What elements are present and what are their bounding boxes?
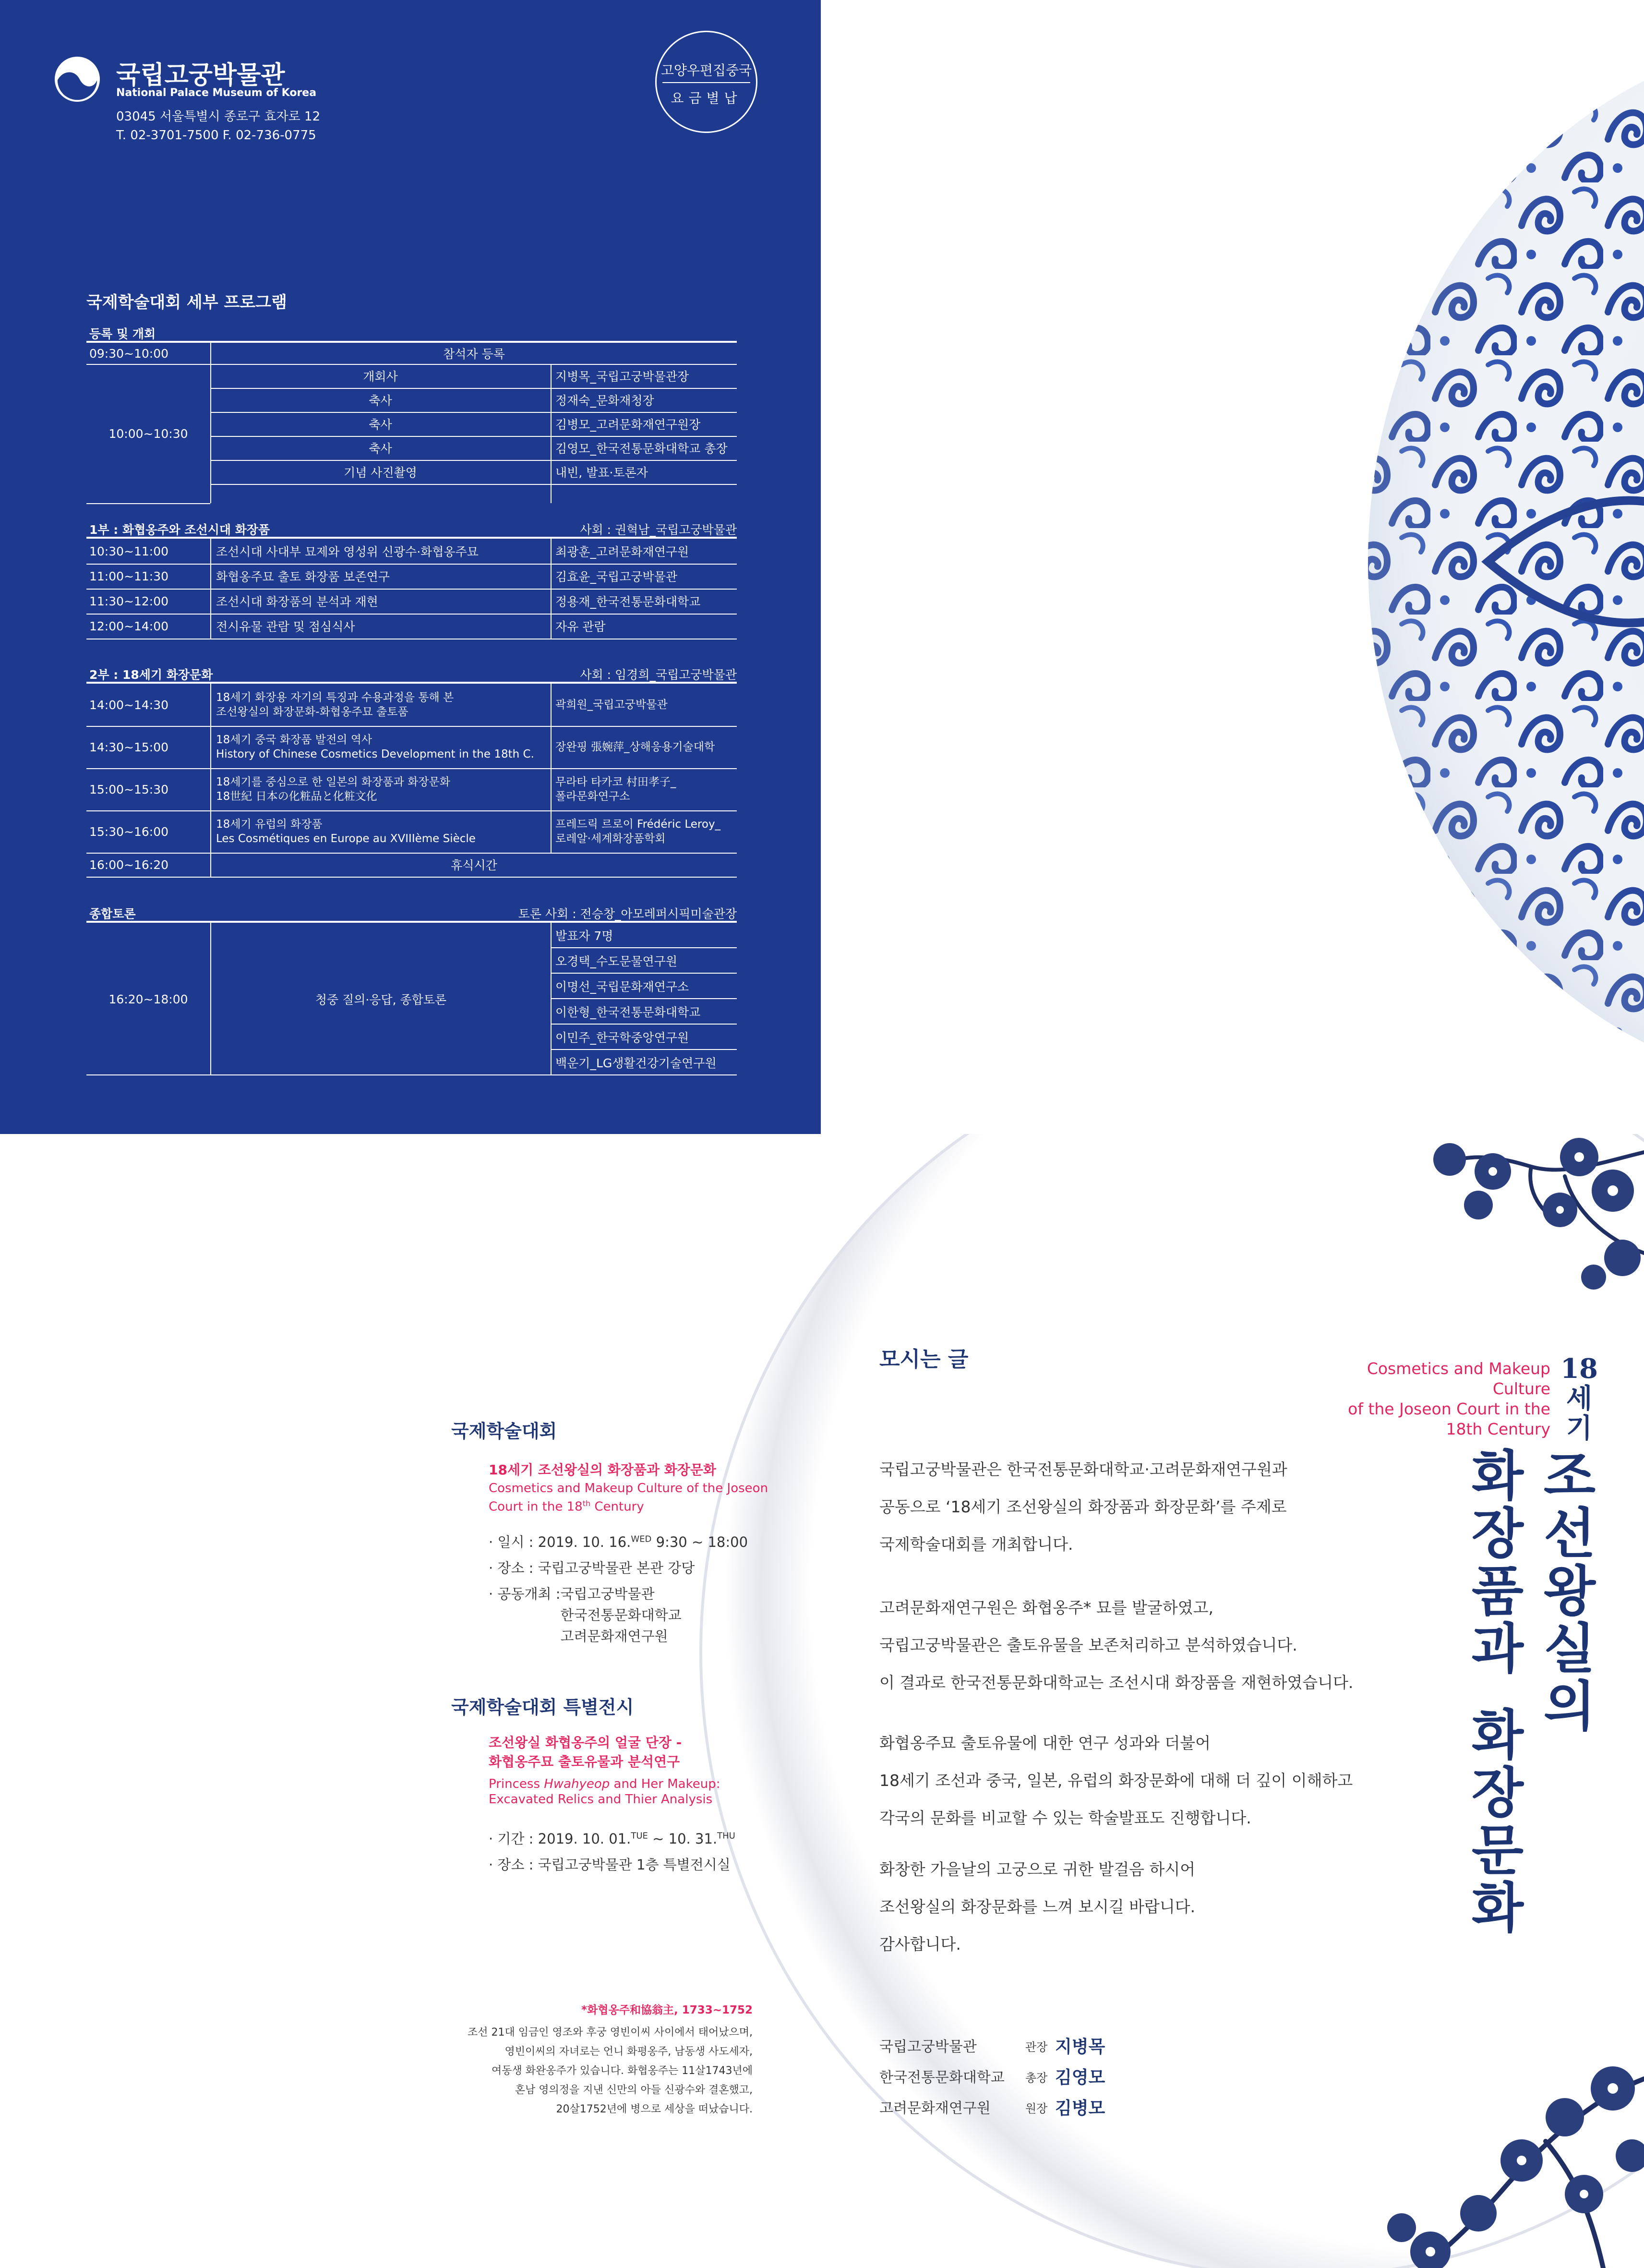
panelist: 오경택_수도문물연구원 xyxy=(555,954,678,968)
session-title: 조선시대 화장품의 분석과 재현 xyxy=(216,595,378,609)
postage-fee-note: 요금별납 xyxy=(671,90,742,106)
footnote-line: 여동생 화완옹주가 있습니다. 화협옹주는 11살1743년에 xyxy=(492,2065,753,2077)
exhibition-title-kr xyxy=(489,1733,682,1772)
session-title-line: 18세기 화장용 자기의 특징과 수용과정을 통해 본 xyxy=(216,691,454,704)
part2-header-label: 2부 : 18세기 화장문화 xyxy=(89,668,213,682)
title-char: 장 xyxy=(1471,1761,1524,1824)
text: and Her Makeup: xyxy=(610,1777,720,1791)
session-title xyxy=(216,768,450,810)
hosts-label: · 공동개최 : xyxy=(489,1586,561,1602)
greeting-line: 조선왕실의 화장문화를 느껴 보시길 바랍니다. xyxy=(879,1897,1196,1916)
session-time: 14:30~15:00 xyxy=(89,740,169,754)
weekday: TUE xyxy=(631,1831,648,1841)
part1-chair: 사회 : 권혁남_국립고궁박물관 xyxy=(580,523,737,537)
row-rule xyxy=(86,484,210,504)
signer-row xyxy=(879,2063,1129,2093)
weekday: THU xyxy=(717,1831,735,1841)
footnote-line: 조선 21대 임금인 영조와 후궁 영빈이씨 사이에서 태어났으며, xyxy=(468,2027,753,2039)
ceremony-person: 내빈, 발표·토론자 xyxy=(555,466,648,480)
ceremony-row xyxy=(210,388,737,413)
panelist: 이명선_국립문화재연구소 xyxy=(555,979,689,994)
panelist-row xyxy=(551,923,737,948)
break-time: 16:00~16:20 xyxy=(89,857,169,872)
session-speaker: 김효윤_국립고궁박물관 xyxy=(555,570,678,584)
weekday: WED xyxy=(631,1534,652,1544)
divider xyxy=(551,539,552,639)
main-title-en-line: Cosmetics and Makeup Culture xyxy=(1367,1359,1550,1398)
title-char: 화 xyxy=(1471,1877,1524,1940)
signer-row xyxy=(879,2093,1129,2124)
symposium-heading: 국제학술대회 xyxy=(451,1421,557,1442)
session-time: 12:00~14:00 xyxy=(89,619,169,633)
signer-org: 국립고궁박물관 xyxy=(879,2039,977,2055)
panelist-row xyxy=(551,1025,737,1050)
divider xyxy=(210,539,211,639)
speaker-line: 폴라문화연구소 xyxy=(555,790,630,803)
session-title-line: History of Chinese Cosmetics Development in the 18th C. xyxy=(216,748,534,760)
ceremony-row xyxy=(210,436,737,461)
discussion-time: 16:20~18:00 xyxy=(108,992,188,1006)
symposium-title-kr: 18세기 조선왕실의 화장품과 화장문화 xyxy=(489,1462,716,1478)
ceremony-row xyxy=(210,460,737,485)
session-title-line: 18세기를 중심으로 한 일본의 화장품과 화장문화 xyxy=(216,776,450,788)
symposium-date xyxy=(489,1532,748,1551)
symposium-title-en-line: Cosmetics and Makeup Culture of the Joseon xyxy=(489,1481,768,1496)
session-time: 14:00~14:30 xyxy=(89,698,169,712)
ceremony-person: 김영모_한국전통문화대학교 총장 xyxy=(555,442,728,456)
panelist-row xyxy=(551,1050,737,1075)
ceremony-role: 축사 xyxy=(369,394,392,408)
text: 9:30 ~ 18:00 xyxy=(651,1534,748,1550)
ceremony-row xyxy=(210,364,737,389)
session-row xyxy=(86,726,737,769)
exhibition-venue: · 장소 : 국립고궁박물관 1층 특별전시실 xyxy=(489,1857,731,1873)
footnote-body xyxy=(432,2023,753,2119)
registration-row xyxy=(86,343,737,365)
session-row xyxy=(86,614,737,639)
postage-office: 고양우편집중국 xyxy=(660,62,752,78)
panelist-row xyxy=(551,974,737,999)
title-gap xyxy=(1466,1678,1529,1707)
session-title xyxy=(216,726,534,768)
signer-name: 지병목 xyxy=(1055,2037,1105,2057)
superscript: th xyxy=(582,1499,591,1508)
ceremony-role: 축사 xyxy=(369,442,392,456)
symposium-title-en xyxy=(489,1481,768,1515)
title-char: 화 xyxy=(1471,1445,1524,1508)
greeting-paragraph xyxy=(879,1451,1287,1563)
greeting-paragraph xyxy=(879,1851,1195,1963)
signer-name: 김영모 xyxy=(1055,2068,1105,2087)
exhibition-title-line: 화협옹주묘 출토유물과 분석연구 xyxy=(489,1754,680,1770)
ceremony-person: 김병모_고려문화재연구원장 xyxy=(555,418,701,432)
main-title-en-line: of the Joseon Court in the xyxy=(1348,1399,1550,1418)
registration-time: 09:30~10:00 xyxy=(89,346,169,361)
speaker-line: 로레알·세계화장품학회 xyxy=(555,832,666,845)
break-label: 휴식시간 xyxy=(451,858,497,872)
exhibition-title-en-line xyxy=(489,1776,720,1792)
greeting-paragraph xyxy=(879,1589,1353,1701)
session-title: 화협옹주묘 출토 화장품 보존연구 xyxy=(216,570,390,584)
museum-address-block xyxy=(116,108,320,145)
greeting-line: 국립고궁박물관은 한국전통문화대학교·고려문화재연구원과 xyxy=(879,1460,1287,1479)
program-title: 국제학술대회 세부 프로그램 xyxy=(86,293,287,312)
exhibition-title-en-line: Excavated Relics and Thier Analysis xyxy=(489,1792,713,1807)
greeting-line: 이 결과로 한국전통문화대학교는 조선시대 화장품을 재현하였습니다. xyxy=(879,1673,1354,1692)
title-char: 실 xyxy=(1543,1617,1596,1680)
symposium-hosts xyxy=(489,1583,682,1647)
title-char: 과 xyxy=(1471,1617,1524,1680)
main-title-en-line: 18th Century xyxy=(1446,1420,1550,1438)
host: 한국전통문화대학교 xyxy=(560,1607,682,1623)
session-title xyxy=(216,810,476,853)
session-title: 전시유물 관람 및 점심식사 xyxy=(216,620,355,634)
part2-section-header xyxy=(86,664,737,684)
text: · 일시 : 2019. 10. 16. xyxy=(489,1534,631,1550)
ceremony-role: 축사 xyxy=(369,418,392,432)
host: 국립고궁박물관 xyxy=(560,1586,655,1602)
text: Princess xyxy=(489,1777,544,1791)
greeting-line: 18세기 조선과 중국, 일본, 유럽의 화장문화에 대해 더 깊이 이해하고 xyxy=(879,1771,1353,1790)
session-title-line: 조선왕실의 화장문화-화협옹주묘 출토품 xyxy=(216,706,408,718)
session-row xyxy=(86,564,737,590)
text: Hwahyeop xyxy=(544,1777,610,1791)
break-row xyxy=(86,853,737,878)
hosts-list xyxy=(560,1583,681,1647)
speaker-line: 무라타 타카코 村田孝子_ xyxy=(555,776,676,788)
museum-address: 03045 서울특별시 종로구 효자로 12 xyxy=(116,109,321,124)
exhibition-heading: 국제학술대회 특별전시 xyxy=(451,1697,634,1718)
title-char: 의 xyxy=(1543,1675,1596,1738)
museum-name-kr: 국립고궁박물관 xyxy=(116,61,285,90)
signer-title: 관장 xyxy=(1025,2040,1048,2054)
divider xyxy=(551,684,552,853)
registration-label: 참석자 등록 xyxy=(443,347,505,361)
discussion-section-header xyxy=(86,903,737,923)
main-title-col-cosmetics xyxy=(1466,1445,1529,1940)
greeting-line: 화협옹주묘 출토유물에 대한 연구 성과와 더불어 xyxy=(879,1734,1211,1752)
porcelain-photo-area xyxy=(821,0,1644,1134)
session-time: 11:00~11:30 xyxy=(89,569,169,583)
session-speaker xyxy=(555,768,676,810)
exhibition-title-en xyxy=(489,1776,720,1807)
footnote-title: *화협옹주和協翁主, 1733~1752 xyxy=(581,2004,753,2016)
greeting-line: 국립고궁박물관은 출토유물을 보존처리하고 분석하였습니다. xyxy=(879,1636,1297,1654)
panelist: 이민주_한국학중앙연구원 xyxy=(555,1030,689,1045)
greeting-line: 각국의 문화를 비교할 수 있는 학술발표도 진행합니다. xyxy=(879,1809,1251,1827)
text: Court in the 18 xyxy=(489,1499,583,1514)
session-row xyxy=(86,768,737,811)
text: ~ 10. 31. xyxy=(648,1831,718,1847)
part1-section-header xyxy=(86,519,737,539)
opening-header-label: 등록 및 개회 xyxy=(89,327,156,341)
panelist: 백운기_LG생활건강기술연구원 xyxy=(555,1056,717,1070)
session-row xyxy=(86,589,737,615)
session-title-line: Les Cosmétiques en Europe au XVIIIème Siècle xyxy=(216,832,476,845)
main-title-col-joseon xyxy=(1538,1445,1601,1738)
title-char: 화 xyxy=(1471,1704,1524,1767)
title-char: 조 xyxy=(1543,1445,1596,1508)
session-title xyxy=(216,684,454,726)
signer-title: 원장 xyxy=(1025,2102,1048,2115)
panelist: 발표자 7명 xyxy=(555,929,613,943)
title-char: 세 xyxy=(1566,1383,1593,1414)
divider xyxy=(210,343,211,364)
part1-header-label: 1부 : 화협옹주와 조선시대 화장품 xyxy=(89,523,270,537)
signer-org: 한국전통문화대학교 xyxy=(879,2069,1005,2086)
session-time: 15:00~15:30 xyxy=(89,782,169,796)
session-time: 15:30~16:00 xyxy=(89,824,169,839)
session-title-line: 18세기 유럽의 화장품 xyxy=(216,818,323,831)
ceremony-role: 개회사 xyxy=(363,370,398,384)
session-speaker xyxy=(555,726,715,768)
session-row xyxy=(86,810,737,854)
exhibition-period xyxy=(489,1828,735,1848)
session-row xyxy=(86,684,737,727)
divider xyxy=(210,684,211,877)
panelist-row xyxy=(551,948,737,974)
session-row xyxy=(86,539,737,565)
session-speaker xyxy=(555,810,720,853)
title-char: 왕 xyxy=(1543,1560,1596,1623)
signer-row xyxy=(879,2032,1129,2063)
host: 고려문화재연구원 xyxy=(560,1628,668,1644)
signer-name: 김병모 xyxy=(1055,2099,1105,2118)
discussion-label: 청중 질의·응답, 종합토론 xyxy=(315,993,447,1007)
title-char: 선 xyxy=(1543,1502,1596,1565)
ceremony-role: 기념 사진촬영 xyxy=(344,466,417,480)
session-speaker: 자유 관람 xyxy=(555,620,606,634)
footnote-line: 20살1752년에 병으로 세상을 떠났습니다. xyxy=(556,2103,753,2115)
session-speaker xyxy=(555,684,668,726)
main-title-en xyxy=(1306,1359,1550,1439)
symposium-title-en-line xyxy=(489,1496,768,1515)
session-title-line: 18세기 중국 화장품 발전의 역사 xyxy=(216,734,372,746)
stamp-divider xyxy=(662,82,750,83)
greeting-line: 감사합니다. xyxy=(879,1935,961,1954)
title-char: 장 xyxy=(1471,1502,1524,1565)
greeting-line: 공동으로 ‘18세기 조선왕실의 화장품과 화장문화’를 주제로 xyxy=(879,1497,1287,1516)
greeting-line: 국제학술대회를 개최합니다. xyxy=(879,1535,1073,1554)
speaker-line: 장완핑 張婉萍_상해응용기술대학 xyxy=(555,741,715,753)
ceremony-row xyxy=(210,412,737,437)
government-taegeuk-emblem-icon xyxy=(54,56,101,103)
part2-chair: 사회 : 임경희_국립고궁박물관 xyxy=(580,668,737,682)
discussion-chair: 토론 사회 : 전승창_아모레퍼시픽미술관장 xyxy=(518,907,737,921)
speaker-line: 프레드릭 르로이 Frédéric Leroy_ xyxy=(555,818,721,831)
discussion-header-label: 종합토론 xyxy=(89,907,136,921)
signer-org: 고려문화재연구원 xyxy=(879,2100,991,2117)
main-title-century xyxy=(1558,1354,1601,1443)
symposium-venue: · 장소 : 국립고궁박물관 본관 강당 xyxy=(489,1560,695,1576)
greeting-line: 고려문화재연구원은 화협옹주* 묘를 발굴하였고, xyxy=(879,1598,1214,1617)
footnote-line: 영빈이씨의 자녀로는 언니 화평옹주, 남동생 사도세자, xyxy=(504,2046,753,2058)
text: · 기간 : 2019. 10. 01. xyxy=(489,1831,631,1847)
plum-blossom-branch-top-icon xyxy=(1421,1133,1644,1320)
ceremony-person: 정재숙_문화재청장 xyxy=(555,394,654,408)
signers xyxy=(879,2032,1129,2124)
greeting-title: 모시는 글 xyxy=(879,1347,969,1372)
postage-paid-stamp xyxy=(655,31,757,133)
greeting-paragraph xyxy=(879,1725,1353,1837)
greeting-line: 화창한 가을날의 고궁으로 귀한 발걸음 하시어 xyxy=(879,1860,1196,1879)
row-rule xyxy=(86,1050,551,1075)
session-speaker: 최광훈_고려문화재연구원 xyxy=(555,545,689,559)
panelist: 이한형_한국전통문화대학교 xyxy=(555,1005,701,1019)
ceremony-time: 10:00~10:30 xyxy=(108,426,188,441)
opening-section-header xyxy=(86,323,737,343)
title-char: 기 xyxy=(1566,1412,1593,1444)
speaker-line: 곽희원_국립고궁박물관 xyxy=(555,699,668,711)
text: Century xyxy=(590,1499,644,1514)
exhibition-title-line: 조선왕실 화협옹주의 얼굴 단장 - xyxy=(489,1735,682,1750)
museum-name-en: National Palace Museum of Korea xyxy=(116,87,317,99)
session-time: 11:30~12:00 xyxy=(89,594,169,608)
session-title: 조선시대 사대부 묘제와 영성위 신광수·화협옹주묘 xyxy=(216,545,479,559)
title-char: 문 xyxy=(1471,1819,1524,1882)
signer-title: 총장 xyxy=(1025,2071,1048,2085)
ceremony-person: 지병목_국립고궁박물관장 xyxy=(555,370,689,384)
panelist-row xyxy=(551,999,737,1025)
session-speaker: 정용재_한국전통문화대학교 xyxy=(555,595,701,609)
session-title-line: 18世紀 日本の化粧品と化粧文化 xyxy=(216,790,377,803)
title-char: 18 xyxy=(1560,1353,1598,1385)
title-char: 품 xyxy=(1471,1560,1524,1623)
footnote-line: 혼남 영의정을 지낸 신만의 아들 신광수와 결혼했고, xyxy=(515,2084,753,2096)
session-time: 10:30~11:00 xyxy=(89,544,169,558)
plum-blossom-branch-bottom-icon xyxy=(1363,2060,1644,2268)
blue-white-porcelain-bowl-image xyxy=(1344,10,1644,1119)
museum-phone: T. 02-3701-7500 F. 02-736-0775 xyxy=(116,128,316,143)
